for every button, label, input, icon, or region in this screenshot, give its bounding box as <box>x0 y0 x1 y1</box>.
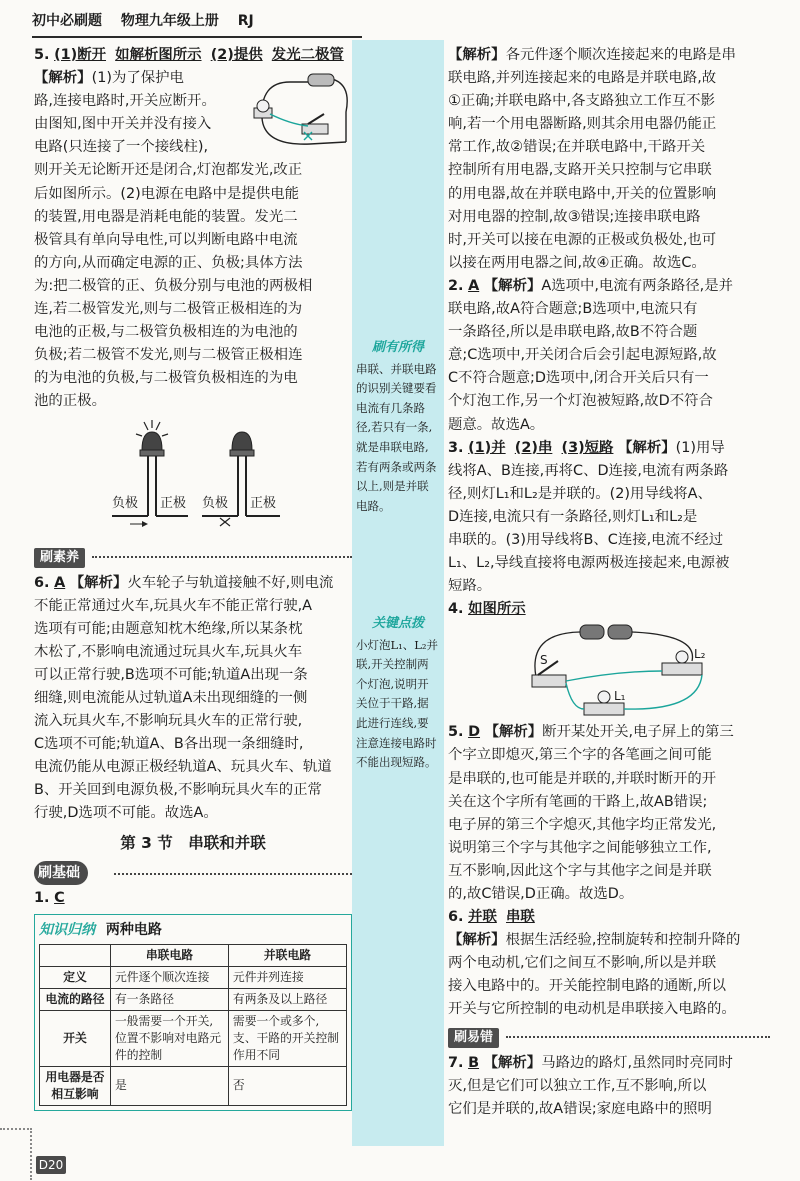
right-column: 【解析】各元件逐个顺次连接起来的电路是串 联电路,并列连接起来的电路是并联电路,故 ①正确;并联电路中,各支路独立工作互不影 响,若一个用电器断路,则其余用电器仍能正 常工作,故②错误;在并联电路中,干路开关 控制所有用电器,支路开关只控制与它串联 的用电器,故在并联电路中,开关的位置影响 对用电器的控制,故③错误;连接串联电路 时,开关可以接在电源的正极或负极处,也可 以接在两用电器之间,故④正确。故选C。 2. A 【解析】A选项中,电流有两条路径,是并 联电路,故A符合题意;B选项中,电流只有 一条路径,所以是串联电路,故B不符合题 意;C选项中,开关闭合后会引起电源短路,故 C不符合题意;D选项中,闭合开关后只有一 个灯泡工作,另一个灯泡被短路,故D不符合 题意。故选A。 3. (1)并 (2)串 (3)短路 【解析】(1)用导 线将A、B连接,再将C、D连接,电流有两条路 径,则灯L₁和L₂是并联的。(2)用导线将A、 D连接,电流只有一条路径,则灯L₁和L₂是 串联的。(3)用导线将B、C连接,电流不经过 L₁、L₂,导线直接将电源两极连接起来,电源被 短路。 4. 如图所示 S L₂ L₁ 5. D 【解析】断开某处开关,电子屏上的第三 个字立即熄灭,第三个字的各笔画之间可能 是串联的,也可能是并联的,并联时断开的开 关在这个字所有笔画的干路上,故AB错误; 电子屏的第三个字熄灭,其他字均正常发光, 说明第三个字与其他字之间能够独立工作, 互不影响,因此这个字与其他字之间是并联 的,故C错误,D正确。故选D。 6. 并联 串联 【解析】根据生活经验,控制旋转和控制升降的 两个电动机,它们之间互不影响,所以是并联 接入电路中的。开关能控制电路的通断,所以 开关与它所控制的电动机是串联接入电路的。 刷易错 7. B 【解析】马路边的路灯,虽然同时亮同时 灭,但是它们可以独立工作,互不影响,所以 它们是并联的,故A错误;家庭电路中的照明 <box>448 44 770 1121</box>
left-column: 5. (1)断开 如解析图所示 (2)提供 发光二极管 【解析】(1)为了保护电 路,连接电路时,开关应断开。 由图知,图中开关并没有接入 电路(只连接了一个接线柱), 则开关无论断开还是闭合,灯泡都发光,改正 后如图所示。(2)电源在电路中是提供电能 的装置,用电器是消耗电能的装置。发光二 极管具有单向导电性,可以判断电路中电流 的方向,从而确定电源的正、负极;具体方法 为:把二极管的正、负极分别与电池的两极相 连,若二极管发光,则与二极管正极相连的为 电池的正极,与二极管负极相连的为电池的 负极;若二极管不发光,则与二极管正极相连 的为电池的负极,与二极管负极相连的为电 池的正极。 负极 正极 负极 正极 刷素养 6. A 【解析】火车轮子与轨道接触不好,则电流 不能正常通过火车,玩具火车不能正常行驶,A 选项有可能;由题意知枕木绝缘,所以某条枕 木松了,不影响电流通过玩具火车,玩具火车 可以正常行驶,B选项不可能;轨道A出现一条 细缝,则电流能从过轨道A未出现细缝的一侧 流入玩具火车,不影响玩具火车的正常行驶, C选项不可能;轨道A、B各出现一条细缝时, 电流仍能从电源正极经轨道A、玩具火车、轨道 B、开关回到电源负极,不影响玩具火车的正常 行驶,D选项不可能。故选A。 第 3 节 串联和并联 刷基础 1. C 知识归纳 两种电路 串联电路 并联电路 定义 元件逐个顺次连接 元件并列连接 电流的路径 有一条路径 有两条及以上路径 开关 一般需要一个开关,位置不影响对电路元件的控制 需要一个或多个,支、干路的开关控制作用不同 用电器是否相互影响 是 否 <box>34 44 352 1111</box>
lamp-label-l2: L₂ <box>694 647 706 662</box>
right-q5: 5. D 【解析】断开某处开关,电子屏上的第三 <box>448 724 734 741</box>
brush-base-header <box>34 861 352 887</box>
note-2-title: 关键点拨 <box>371 616 424 631</box>
page-header <box>32 6 362 38</box>
section-yicuo: 刷易错 <box>448 1026 770 1048</box>
note-2-text: 小灯泡L₁、L₂并联,开关控制两个灯泡,说明开关位于干路,据此进行连线,要注意连接电路时不能出现短路。 <box>356 637 438 770</box>
circuit-drawing <box>448 621 770 721</box>
diode-figure <box>34 420 352 542</box>
lamp-label-l1: L₁ <box>614 689 626 704</box>
parallel-circuit-figure <box>448 621 770 721</box>
edition: RJ <box>237 13 254 29</box>
knowledge-summary-box <box>34 914 352 1111</box>
series-title: 初中必刷题 <box>32 13 102 29</box>
table-header: 串联电路 <box>111 944 229 966</box>
brush-base-label: 刷基础 <box>34 861 88 885</box>
diode-label-pos2: 正极 <box>250 495 277 511</box>
table-header: 并联电路 <box>228 944 346 966</box>
left-q5-answer: 5. (1)断开 如解析图所示 (2)提供 发光二极管 【解析】(1)为了保护电 <box>34 47 344 87</box>
section-title: 第 3 节 串联和并联 <box>120 833 266 852</box>
page-number: D20 <box>36 1156 66 1174</box>
analysis-tag: 【解析】 <box>34 70 92 87</box>
book-title: 物理九年级上册 <box>120 13 219 29</box>
table-row: 电流的路径 有一条路径 有两条及以上路径 <box>40 988 347 1010</box>
right-q4: 4. 如图所示 <box>448 601 526 618</box>
right-q6: 6. 并联 串联 <box>448 909 535 926</box>
switch-label: S <box>540 653 548 668</box>
right-q7: 7. B 【解析】马路边的路灯,虽然同时亮同时 <box>448 1054 733 1071</box>
switch-circuit-figure <box>250 68 354 154</box>
table-row: 开关 一般需要一个开关,位置不影响对电路元件的控制 需要一个或多个,支、干路的开关控制作用不同 <box>40 1010 347 1066</box>
diode-drawing <box>34 420 334 542</box>
question-number: 5. <box>34 47 50 63</box>
margin-note-strip <box>352 40 444 1146</box>
table-row: 定义 元件逐个顺次连接 元件并列连接 <box>40 966 347 988</box>
diode-label-pos1: 正极 <box>160 495 187 511</box>
diode-label-neg2: 负极 <box>202 495 229 511</box>
table-header <box>40 944 111 966</box>
page-corner-decoration <box>0 1128 32 1180</box>
table-row: 用电器是否相互影响 是 否 <box>40 1066 347 1105</box>
knowledge-title: 两种电路 <box>105 921 162 938</box>
note-1-text: 串联、并联电路的识别关键要看电流有几条路径,若只有一条,就是串联电路,若有两条或两条以上,则是并联电路。 <box>356 361 437 513</box>
left-q1: 1. C <box>34 889 65 906</box>
note-1-title: 刷有所得 <box>371 340 424 355</box>
section-suyang: 刷素养 <box>34 546 352 568</box>
left-q6: 6. A 【解析】火车轮子与轨道接触不好,则电流 <box>34 574 334 591</box>
diode-label-neg1: 负极 <box>112 495 139 511</box>
circuit-comparison-table <box>39 944 347 1106</box>
margin-note-1 <box>356 338 440 516</box>
margin-note-2 <box>356 614 440 773</box>
right-q2: 2. A 【解析】A选项中,电流有两条路径,是并 <box>448 277 734 294</box>
knowledge-label: 知识归纳 <box>39 921 95 938</box>
right-q3: 3. (1)并 (2)串 (3)短路 【解析】(1)用导 <box>448 439 725 456</box>
